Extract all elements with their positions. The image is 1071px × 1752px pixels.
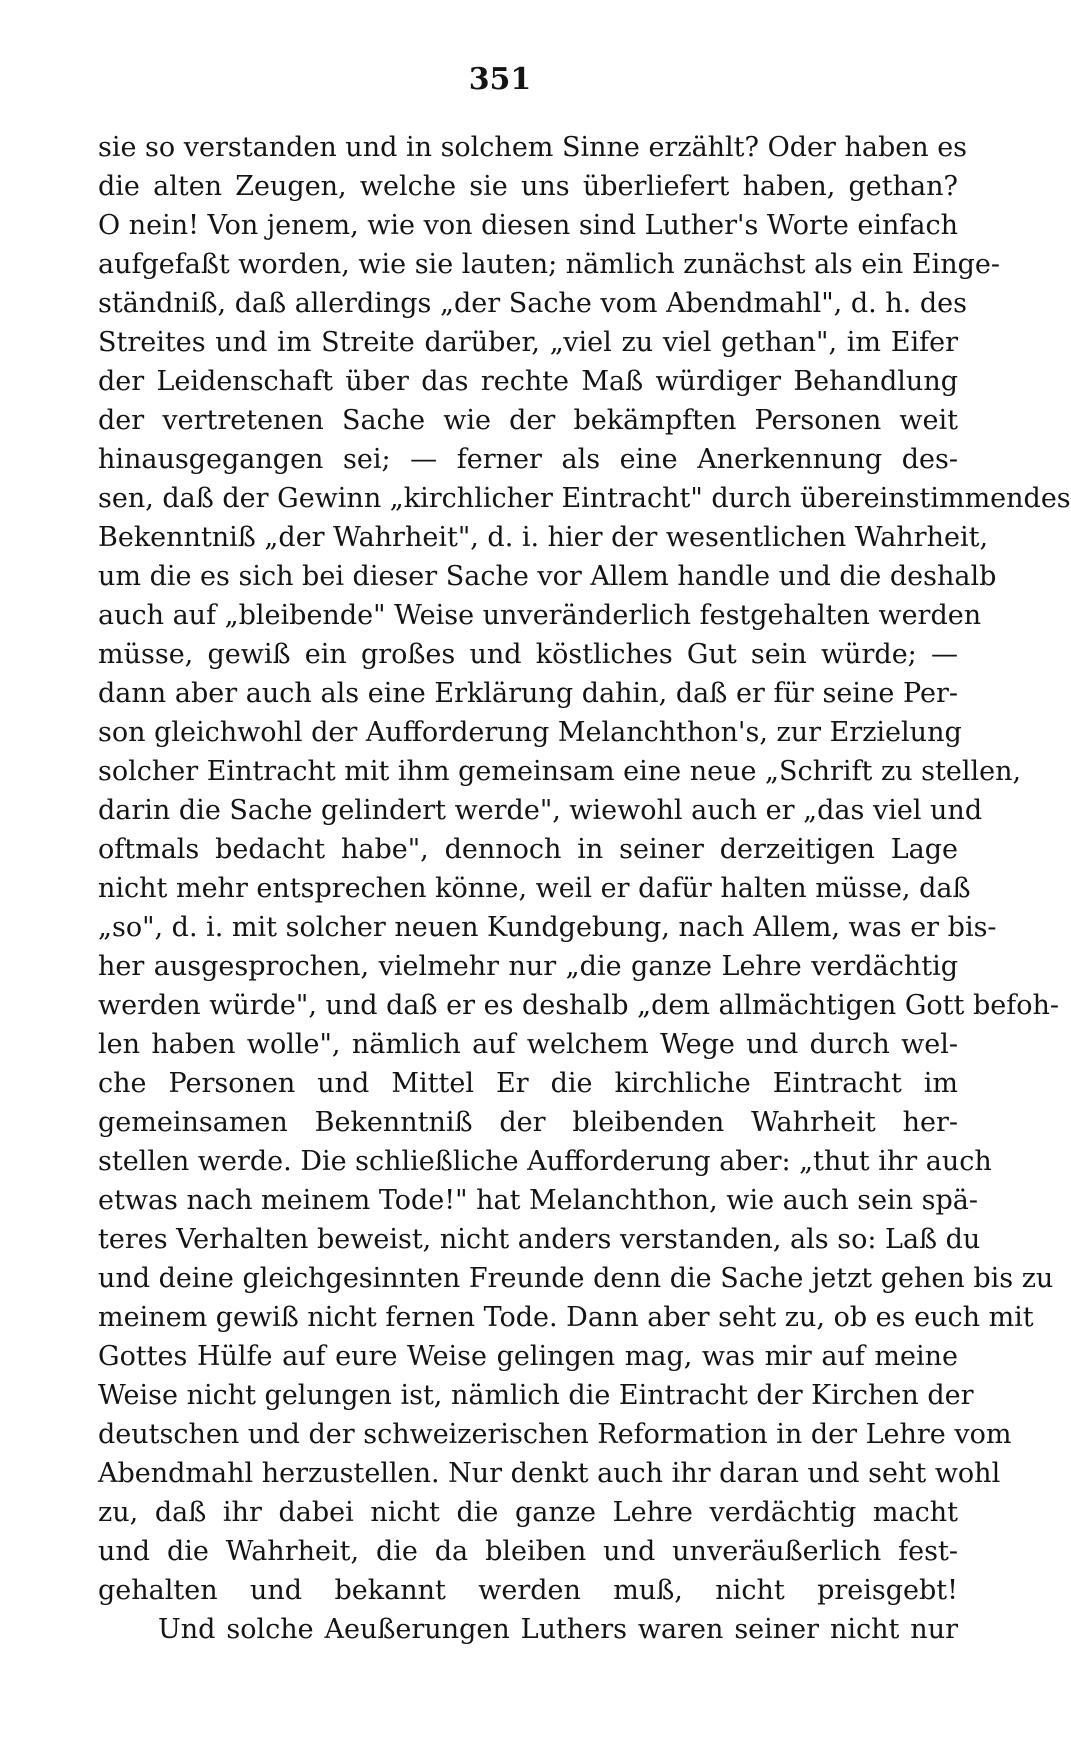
- text-line: her ausgesprochen, vielmehr nur „die ganze Lehre verdächtig: [98, 951, 958, 982]
- text-line: sie so verstanden und in solchem Sinne erzählt? Oder haben es: [98, 132, 968, 163]
- text-line: „so", d. i. mit solcher neuen Kundgebung, nach Allem, was er bis-: [98, 912, 997, 943]
- text-line: son gleichwohl der Aufforderung Melanchthon's, zur Erzielung: [98, 717, 962, 748]
- text-line: dann aber auch als eine Erklärung dahin, daß er für seine Per-: [98, 678, 958, 709]
- text-line: darin die Sache gelindert werde", wiewohl auch er „das viel und: [98, 795, 983, 826]
- text-line: die alten Zeugen, welche sie uns überliefert haben, gethan?: [98, 171, 958, 202]
- text-line: der Leidenschaft über das rechte Maß würdiger Behandlung: [98, 366, 958, 397]
- text-line: müsse, gewiß ein großes und köstliches Gut sein würde; —: [98, 639, 958, 670]
- text-line: auch auf „bleibende" Weise unveränderlich festgehalten werden: [98, 600, 982, 631]
- text-line: Streites und im Streite darüber, „viel zu viel gethan", im Eifer: [98, 327, 958, 358]
- body-text: [98, 128, 1071, 1649]
- text-line: deutschen und der schweizerischen Reformation in der Lehre vom: [98, 1419, 1012, 1450]
- text-line: stellen werde. Die schließliche Aufforderung aber: „thut ihr auch: [98, 1146, 992, 1177]
- text-line: solcher Eintracht mit ihm gemeinsam eine neue „Schrift zu stellen,: [98, 756, 1022, 787]
- text-line: und die Wahrheit, die da bleiben und unveräußerlich fest-: [98, 1536, 958, 1567]
- text-line: teres Verhalten beweist, nicht anders verstanden, als so: Laß du: [98, 1224, 981, 1255]
- text-line: Bekenntniß „der Wahrheit", d. i. hier der wesentlichen Wahrheit,: [98, 522, 989, 553]
- text-line: gemeinsamen Bekenntniß der bleibenden Wahrheit her-: [98, 1107, 958, 1138]
- text-line: der vertretenen Sache wie der bekämpften Personen weit: [98, 405, 958, 436]
- text-line: len haben wolle", nämlich auf welchem Wege und durch wel-: [98, 1029, 958, 1060]
- paragraph-start-line: Und solche Aeußerungen Luthers waren seiner nicht nur: [158, 1614, 958, 1645]
- text-line: che Personen und Mittel Er die kirchliche Eintracht im: [98, 1068, 958, 1099]
- text-line: zu, daß ihr dabei nicht die ganze Lehre verdächtig macht: [98, 1497, 958, 1528]
- text-line: werden würde", und daß er es deshalb „dem allmächtigen Gott befoh-: [98, 990, 1059, 1021]
- text-line: oftmals bedacht habe", dennoch in seiner derzeitigen Lage: [98, 834, 958, 865]
- text-line: aufgefaßt worden, wie sie lauten; nämlich zunächst als ein Einge-: [98, 249, 1000, 280]
- text-line: Gottes Hülfe auf eure Weise gelingen mag, was mir auf meine: [98, 1341, 958, 1372]
- text-line: um die es sich bei dieser Sache vor Allem handle und die deshalb: [98, 561, 997, 592]
- text-line: O nein! Von jenem, wie von diesen sind Luther's Worte einfach: [98, 210, 958, 241]
- text-line: Weise nicht gelungen ist, nämlich die Eintracht der Kirchen der: [98, 1380, 974, 1411]
- text-line: sen, daß der Gewinn „kirchlicher Eintracht" durch übereinstimmendes: [98, 483, 1071, 514]
- text-line: ständniß, daß allerdings „der Sache vom Abendmahl", d. h. des: [98, 288, 967, 319]
- text-line: hinausgegangen sei; — ferner als eine Anerkennung des-: [98, 444, 958, 475]
- page-number: 351: [468, 62, 532, 97]
- text-line: Abendmahl herzustellen. Nur denkt auch ihr daran und seht wohl: [98, 1458, 1001, 1489]
- text-line: etwas nach meinem Tode!" hat Melanchthon, wie auch sein spä-: [98, 1185, 979, 1216]
- text-line: meinem gewiß nicht fernen Tode. Dann aber seht zu, ob es euch mit: [98, 1302, 1034, 1333]
- text-line: und deine gleichgesinnten Freunde denn die Sache jetzt gehen bis zu: [98, 1263, 1054, 1294]
- text-line: nicht mehr entsprechen könne, weil er dafür halten müsse, daß: [98, 873, 971, 904]
- text-line: gehalten und bekannt werden muß, nicht preisgebt!: [98, 1575, 958, 1606]
